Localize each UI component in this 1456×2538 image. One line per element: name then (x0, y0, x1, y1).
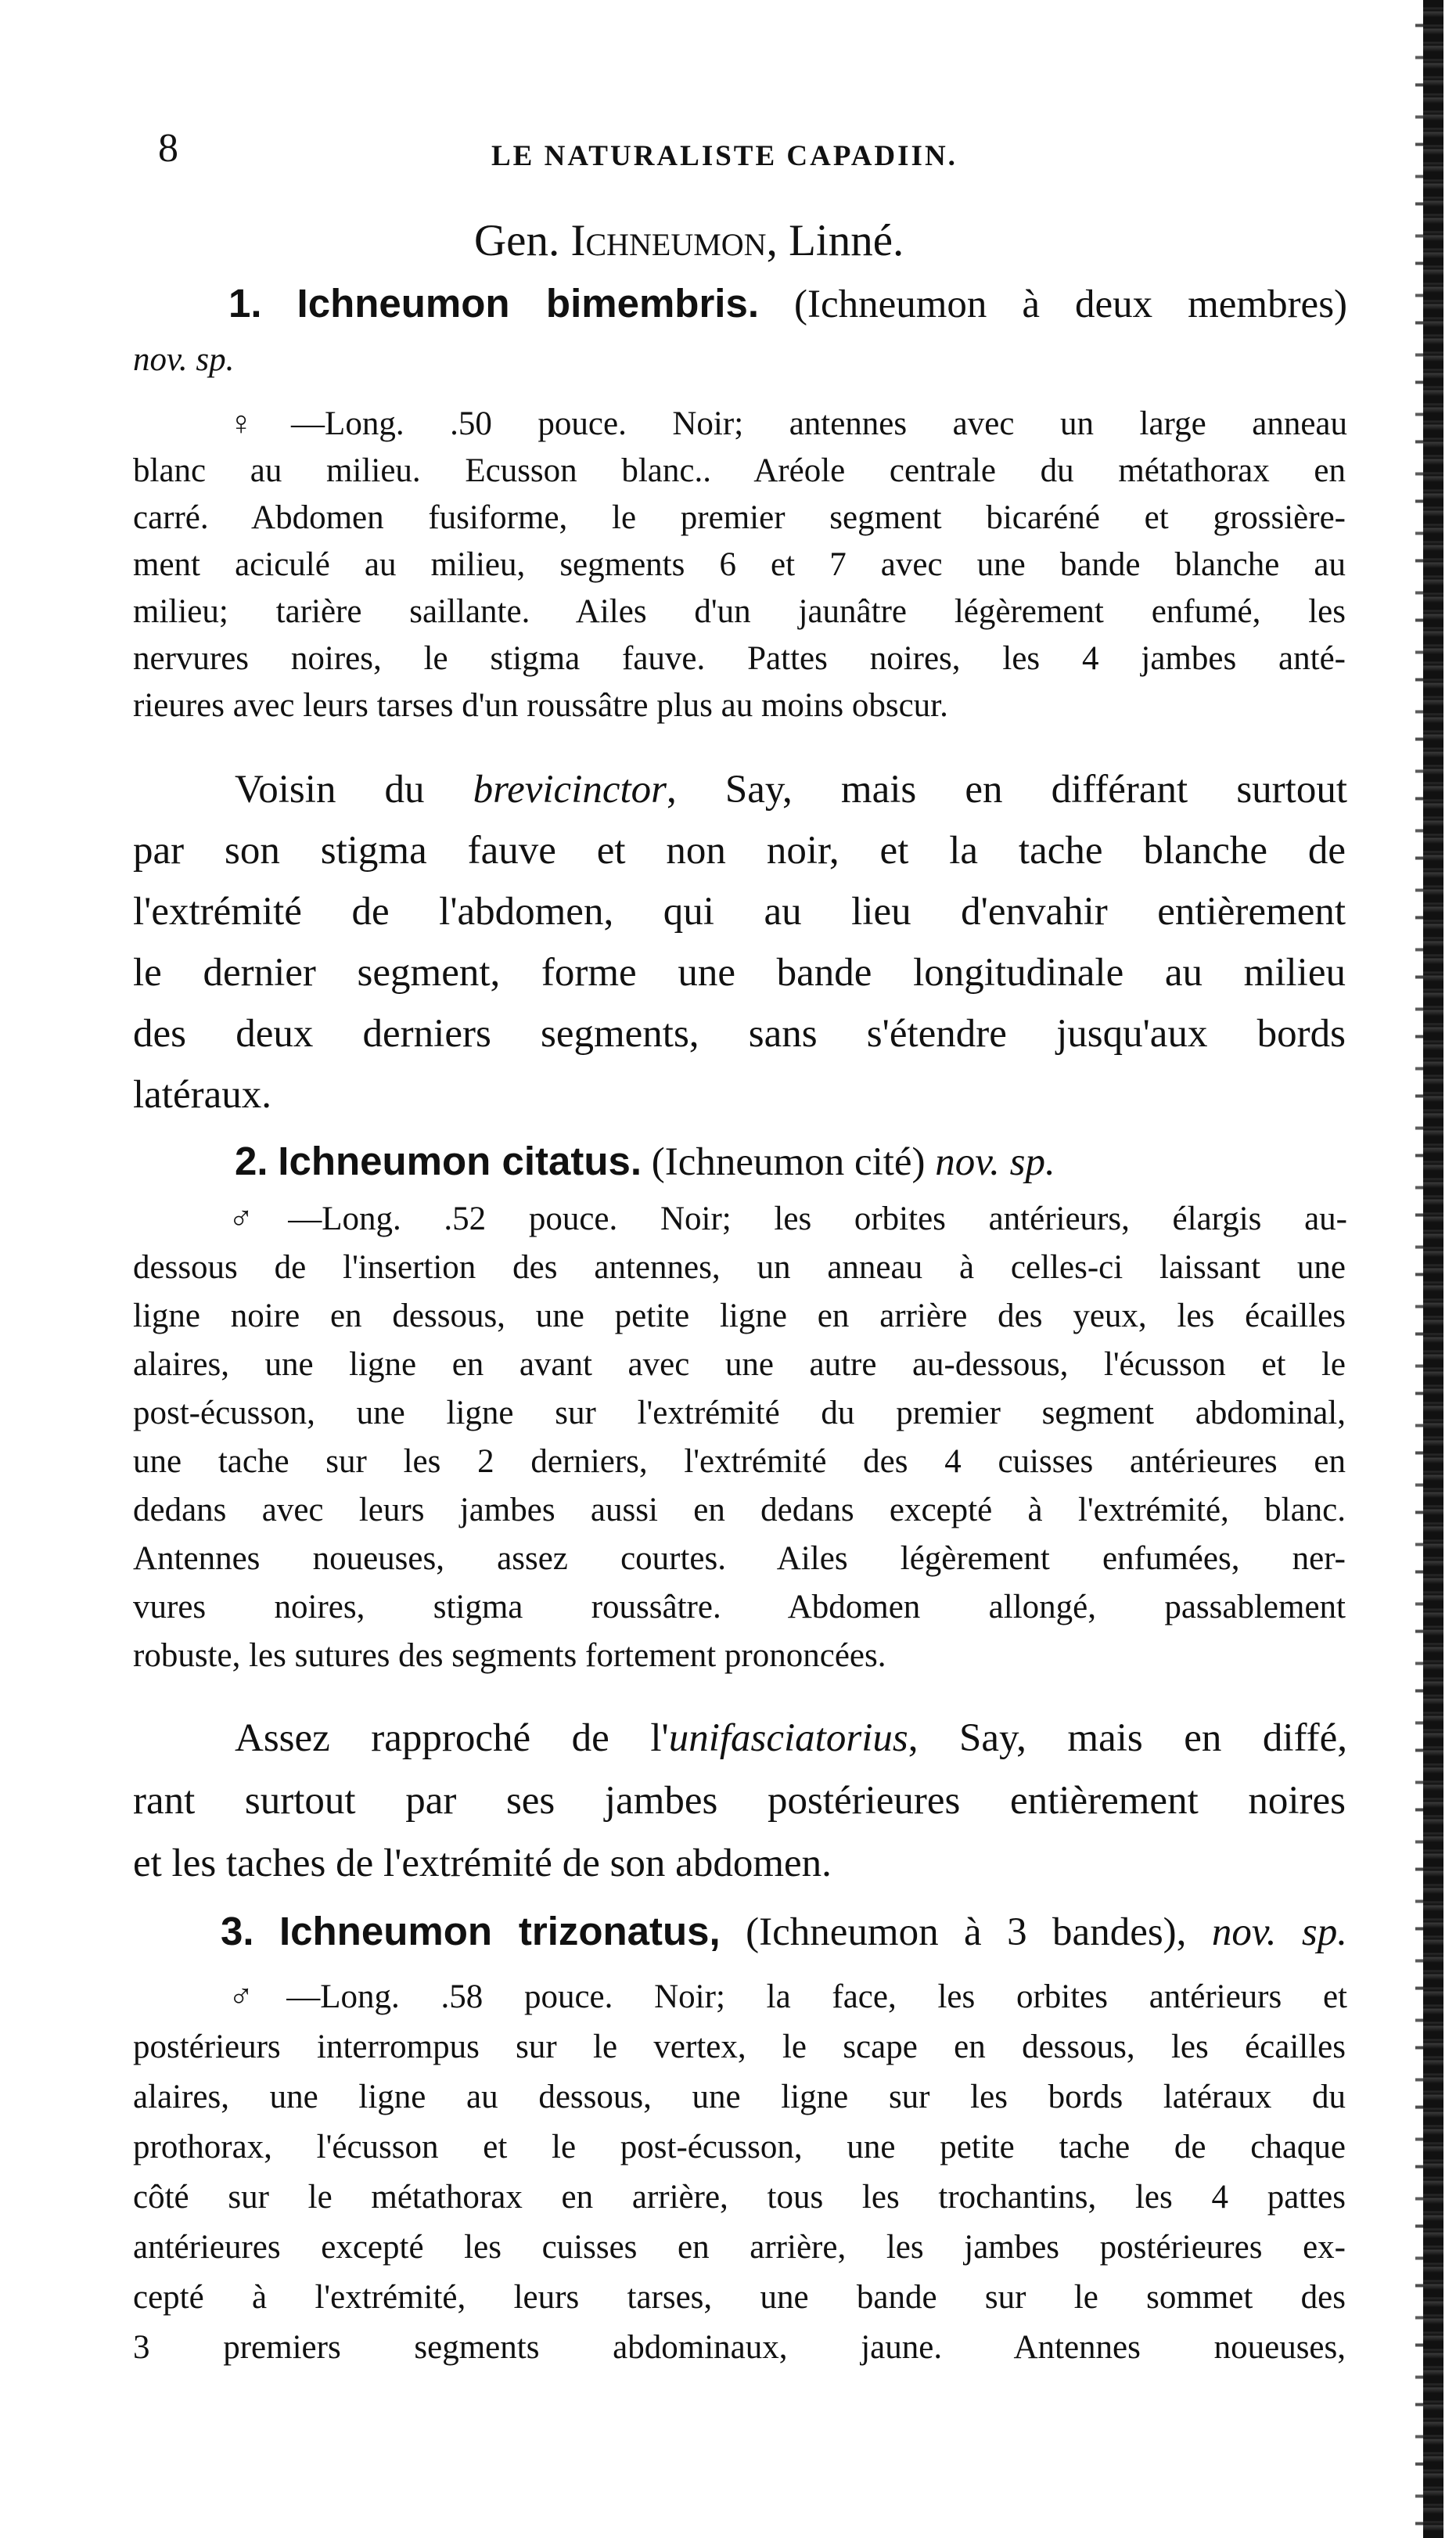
description-line: 3 premiers segments abdominaux, jaune. Antennes noueuses, (133, 2329, 1346, 2366)
species-heading (235, 1141, 1347, 1183)
description-line: carré. Abdomen fusiforme, le premier segment bicaréné et grossière- (133, 499, 1346, 536)
remark-line: Assez rapproché de l'unifasciatorius, Say, mais en diffé, (235, 1716, 1347, 1760)
description-line: postérieurs interrompus sur le vertex, le scape en dessous, les écailles (133, 2029, 1346, 2065)
remark-line: Voisin du brevicinctor, Say, mais en différant surtout (235, 768, 1347, 812)
species-name: Ichneumon citatus. (278, 1139, 642, 1183)
genus-author: , Linné. (766, 216, 904, 265)
description-line: ligne noire en dessous, une petite ligne en arrière des yeux, les écailles (133, 1298, 1346, 1334)
nov-sp-label: nov. sp. (1211, 1910, 1348, 1954)
description-line: milieu; tarière saillante. Ailes d'un jaunâtre légèrement enfumé, les (133, 593, 1346, 630)
remark-line: le dernier segment, forme une bande longitudinale au milieu (133, 951, 1346, 995)
description-line: une tache sur les 2 derniers, l'extrémité des 4 cuisses antérieures en (133, 1443, 1346, 1480)
page-number: 8 (158, 126, 178, 171)
description-line: prothorax, l'écusson et le post-écusson, une petite tache de chaque (133, 2129, 1346, 2165)
genus-heading (474, 215, 904, 266)
description-line: blanc au milieu. Ecusson blanc.. Aréole centrale du métathorax en (133, 452, 1346, 489)
remark-line: latéraux. (133, 1073, 271, 1117)
species-number: 2. (235, 1139, 268, 1183)
remark-line: des deux derniers segments, sans s'étendre jusqu'aux bords (133, 1012, 1346, 1056)
description-line: nervures noires, le stigma fauve. Pattes noires, les 4 jambes anté- (133, 640, 1346, 677)
description-line: ♂—Long. .58 pouce. Noir; la face, les orbites antérieurs et (228, 1978, 1347, 2015)
description-line: robuste, les sutures des segments fortement prononcées. (133, 1637, 886, 1674)
genus-prefix: Gen. (474, 216, 571, 265)
remark-line: rant surtout par ses jambes postérieures entièrement noires (133, 1779, 1346, 1823)
species-name: Ichneumon trizonatus, (279, 1909, 721, 1953)
description-line: ♂—Long. .52 pouce. Noir; les orbites antérieurs, élargis au- (228, 1201, 1347, 1237)
description-line: post-écusson, une ligne sur l'extrémité du premier segment abdominal, (133, 1395, 1346, 1431)
species-number: 1. (228, 281, 262, 326)
description-line: cepté à l'extrémité, leurs tarses, une bande sur le sommet des (133, 2279, 1346, 2316)
description-line: ♀—Long. .50 pouce. Noir; antennes avec un large anneau (228, 405, 1347, 442)
running-title: LE NATURALISTE CAPADIIN. (491, 140, 958, 172)
page-edge-border (1423, 0, 1443, 2538)
remark-line: par son stigma fauve et non noir, et la tache blanche de (133, 829, 1346, 873)
description-line: alaires, une ligne en avant avec une autre au-dessous, l'écusson et le (133, 1346, 1346, 1383)
description-line: dessous de l'insertion des antennes, un anneau à celles-ci laissant une (133, 1249, 1346, 1286)
description-line: rieures avec leurs tarses d'un roussâtre plus au moins obscur. (133, 687, 948, 724)
page-edge-fray (1415, 0, 1423, 2538)
remark-line: l'extrémité de l'abdomen, qui au lieu d'envahir entièrement (133, 890, 1346, 934)
description-line: dedans avec leurs jambes aussi en dedans excepté à l'extrémité, blanc. (133, 1492, 1346, 1528)
species-reference: unifasciatorius (668, 1716, 908, 1760)
description-line: alaires, une ligne au dessous, une ligne sur les bords latéraux du (133, 2079, 1346, 2115)
species-number: 3. (221, 1909, 254, 1953)
description-line: côté sur le métathorax en arrière, tous les trochantins, les 4 pattes (133, 2179, 1346, 2216)
species-reference: brevicinctor (473, 768, 667, 812)
species-common-name: (Ichneumon à deux membres) (794, 283, 1348, 326)
nov-sp-label: nov. sp. (935, 1140, 1055, 1184)
description-line: ment aciculé au milieu, segments 6 et 7 avec une bande blanche au (133, 546, 1346, 583)
genus-name: Ichneumon (570, 216, 767, 265)
species-name: Ichneumon bimembris. (297, 281, 760, 326)
species-common-name: (Ichneumon à 3 bandes), (746, 1910, 1187, 1954)
description-line: antérieures excepté les cuisses en arrière, les jambes postérieures ex- (133, 2229, 1346, 2266)
species-common-name: (Ichneumon cité) (651, 1140, 926, 1184)
nov-sp-label: nov. sp. (133, 341, 235, 378)
description-line: Antennes noueuses, assez courtes. Ailes légèrement enfumées, ner- (133, 1540, 1346, 1577)
species-heading (228, 283, 1347, 325)
description-line: vures noires, stigma roussâtre. Abdomen allongé, passablement (133, 1589, 1346, 1625)
remark-line: et les taches de l'extrémité de son abdomen. (133, 1841, 832, 1885)
species-heading (221, 1911, 1347, 1953)
